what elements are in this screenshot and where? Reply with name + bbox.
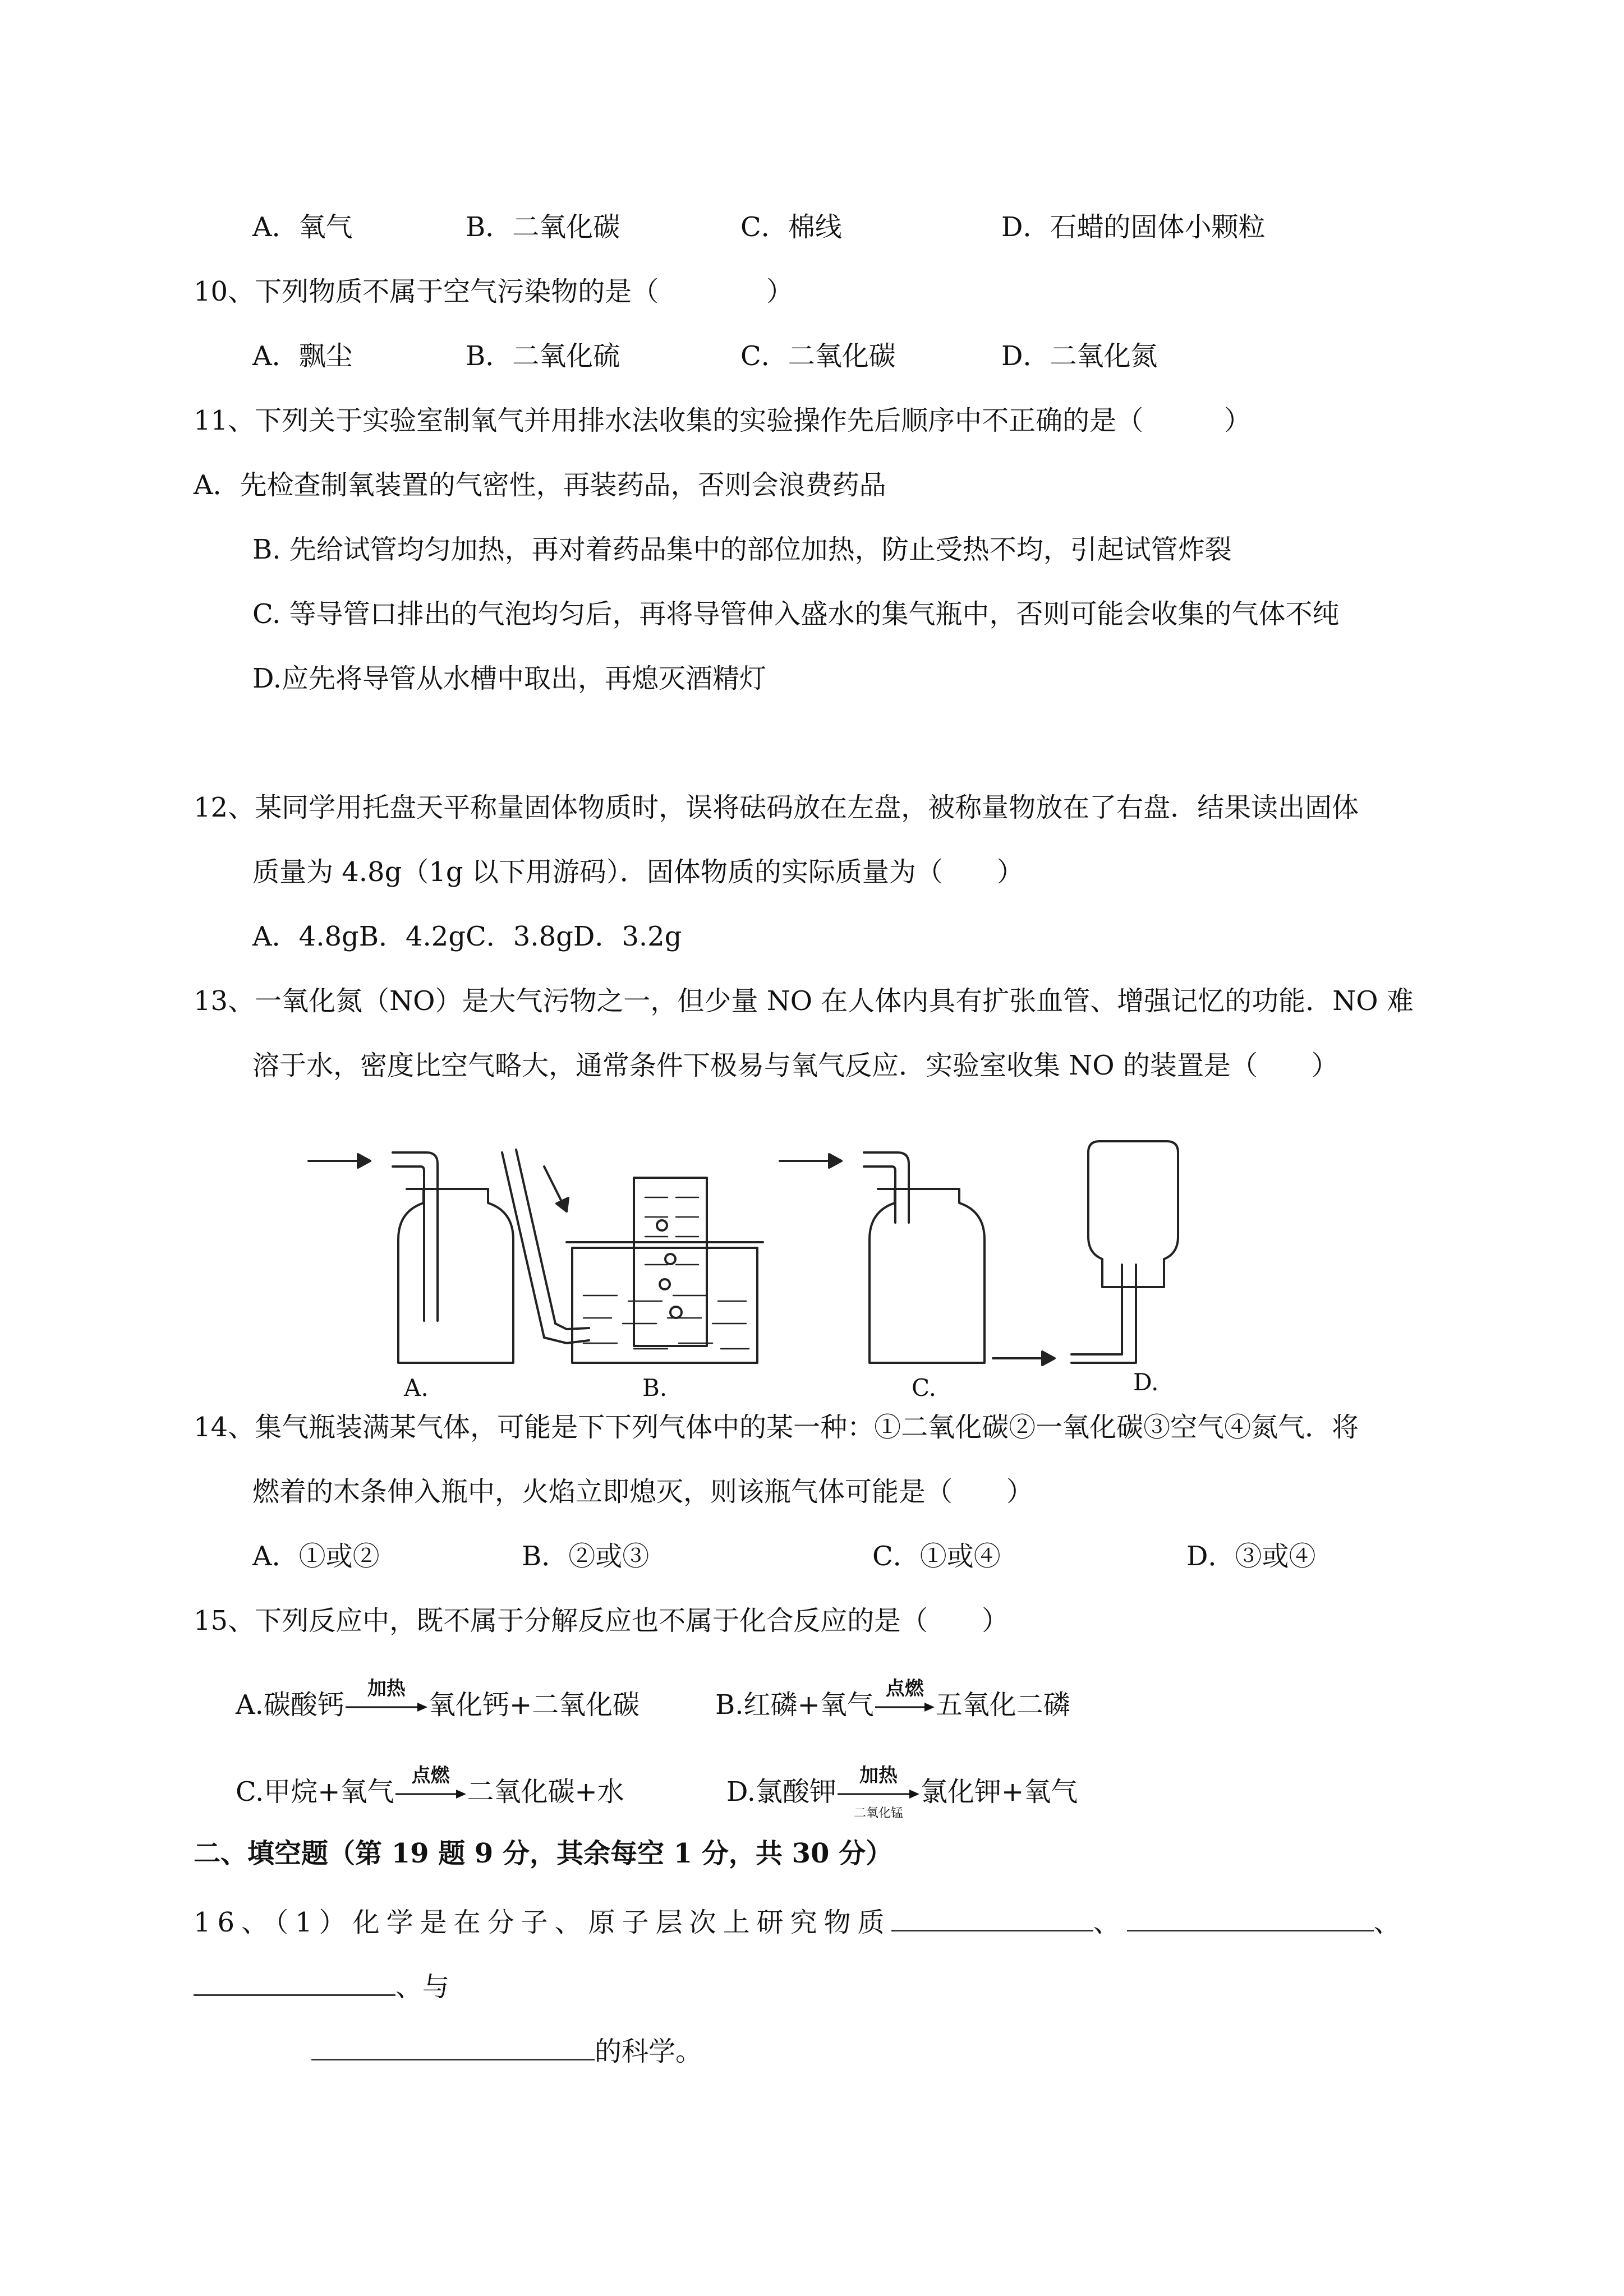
q15-reaction-b bbox=[715, 1677, 1070, 1722]
reaction-c-products: 二氧化碳+水 bbox=[467, 1776, 624, 1808]
reaction-arrow bbox=[836, 1764, 921, 1820]
reaction-d-products: 氯化钾+氧气 bbox=[921, 1776, 1078, 1808]
reaction-b-reactants: B.红磷+氧气 bbox=[715, 1689, 874, 1721]
reaction-arrow bbox=[344, 1677, 429, 1716]
q9-option-d: D．石蜡的固体小颗粒 bbox=[1001, 211, 1266, 243]
q12-options: A．4.8gB．4.2gC．3.8gD．3.2g bbox=[252, 921, 682, 952]
q16-separator-3: 、与 bbox=[395, 1971, 450, 2003]
reaction-a-reactants: A.碳酸钙 bbox=[236, 1689, 344, 1721]
diagram-label-c: C. bbox=[912, 1374, 936, 1401]
q14-option-a: A．①或② bbox=[252, 1541, 380, 1572]
q10-stem: 10、下列物质不属于空气污染物的是（ ） bbox=[194, 276, 794, 307]
q11-option-b: B. 先给试管均匀加热，再对着药品集中的部位加热，防止受热不均，引起试管炸裂 bbox=[252, 534, 1232, 565]
diagram-label-a: A. bbox=[404, 1374, 429, 1401]
apparatus-d bbox=[993, 1141, 1178, 1365]
q16-prefix: 16、（1）化学是在分子、原子层次上研究物质 bbox=[194, 1907, 891, 1938]
section-heading: 二、填空题（第 19 题 9 分，其余每空 1 分，共 30 分） bbox=[194, 1838, 893, 1869]
reaction-d-condition: 加热 bbox=[859, 1764, 898, 1787]
q12-stem-line2: 质量为 4.8g（1g 以下用游码）．固体物质的实际质量为（ ） bbox=[252, 856, 1024, 888]
q15-reaction-c bbox=[236, 1764, 624, 1809]
reaction-b-products: 五氧化二磷 bbox=[935, 1689, 1070, 1721]
answer-blank-4[interactable] bbox=[311, 2033, 595, 2060]
reaction-c-condition: 点燃 bbox=[411, 1764, 450, 1787]
q16-line2 bbox=[194, 1968, 449, 2004]
reaction-d-reactants: D.氯酸钾 bbox=[726, 1776, 837, 1808]
q16-line1 bbox=[194, 1904, 1407, 1939]
answer-blank-1[interactable] bbox=[891, 1904, 1093, 1931]
q15-stem: 15、下列反应中，既不属于分解反应也不属于化合反应的是（ ） bbox=[194, 1605, 1009, 1636]
apparatus-a bbox=[309, 1152, 513, 1363]
apparatus-b bbox=[502, 1150, 763, 1363]
reaction-d-catalyst: 二氧化锰 bbox=[854, 1806, 904, 1820]
q16-separator-1: 、 bbox=[1093, 1907, 1127, 1938]
reaction-a-condition: 加热 bbox=[367, 1677, 406, 1700]
q14-stem-line2: 燃着的木条伸入瓶中，火焰立即熄灭，则该瓶气体可能是（ ） bbox=[252, 1476, 1034, 1507]
reaction-c-reactants: C.甲烷+氧气 bbox=[236, 1776, 394, 1808]
q16-suffix: 的科学。 bbox=[595, 2036, 703, 2067]
q10-option-b: B．二氧化硫 bbox=[466, 340, 620, 372]
reaction-arrow bbox=[394, 1764, 467, 1802]
q16-separator-2: 、 bbox=[1373, 1907, 1407, 1938]
diagram-label-b: B. bbox=[642, 1374, 668, 1401]
q15-reaction-d bbox=[726, 1764, 1078, 1820]
answer-blank-3[interactable] bbox=[194, 1968, 395, 1996]
q16-line3 bbox=[311, 2033, 702, 2068]
q14-option-b: B．②或③ bbox=[522, 1541, 650, 1572]
diagram-label-d: D. bbox=[1133, 1368, 1159, 1396]
q14-stem-line1: 14、集气瓶装满某气体，可能是下下列气体中的某一种：①二氧化碳②一氧化碳③空气④氮气．将 bbox=[194, 1412, 1359, 1443]
q10-option-d: D．二氧化氮 bbox=[1001, 340, 1158, 372]
reaction-arrow bbox=[874, 1677, 936, 1716]
q9-option-c: C．棉线 bbox=[740, 211, 842, 243]
reaction-a-products: 氧化钙+二氧化碳 bbox=[428, 1689, 640, 1721]
q14-option-c: C．①或④ bbox=[872, 1541, 1001, 1572]
q10-option-c: C．二氧化碳 bbox=[740, 340, 896, 372]
q15-reaction-a bbox=[236, 1677, 640, 1722]
reaction-b-condition: 点燃 bbox=[885, 1677, 924, 1700]
q10-option-a: A．飘尘 bbox=[252, 340, 353, 372]
q11-option-d: D.应先将导管从水槽中取出，再熄灭酒精灯 bbox=[252, 663, 767, 694]
gas-collection-apparatus-diagram bbox=[303, 1127, 1503, 1380]
apparatus-c bbox=[780, 1152, 984, 1363]
q11-stem: 11、下列关于实验室制氧气并用排水法收集的实验操作先后顺序中不正确的是（ ） bbox=[194, 405, 1252, 436]
answer-blank-2[interactable] bbox=[1127, 1904, 1374, 1931]
q9-option-b: B．二氧化碳 bbox=[466, 211, 620, 243]
q14-option-d: D．③或④ bbox=[1186, 1541, 1316, 1572]
q9-option-a: A．氧气 bbox=[252, 211, 353, 243]
q13-stem-line2: 溶于水，密度比空气略大，通常条件下极易与氧气反应．实验室收集 NO 的装置是（ ） bbox=[252, 1050, 1338, 1081]
q11-option-a: A．先检查制氧装置的气密性，再装药品，否则会浪费药品 bbox=[194, 469, 886, 501]
q13-stem-line1: 13、一氧化氮（NO）是大气污物之一，但少量 NO 在人体内具有扩张血管、增强记忆的功能．NO 难 bbox=[194, 985, 1414, 1017]
q11-option-c: C. 等导管口排出的气泡均匀后，再将导管伸入盛水的集气瓶中，否则可能会收集的气体不纯 bbox=[252, 598, 1340, 630]
q12-stem-line1: 12、某同学用托盘天平称量固体物质时，误将砝码放在左盘，被称量物放在了右盘．结果读出固体 bbox=[194, 792, 1359, 823]
